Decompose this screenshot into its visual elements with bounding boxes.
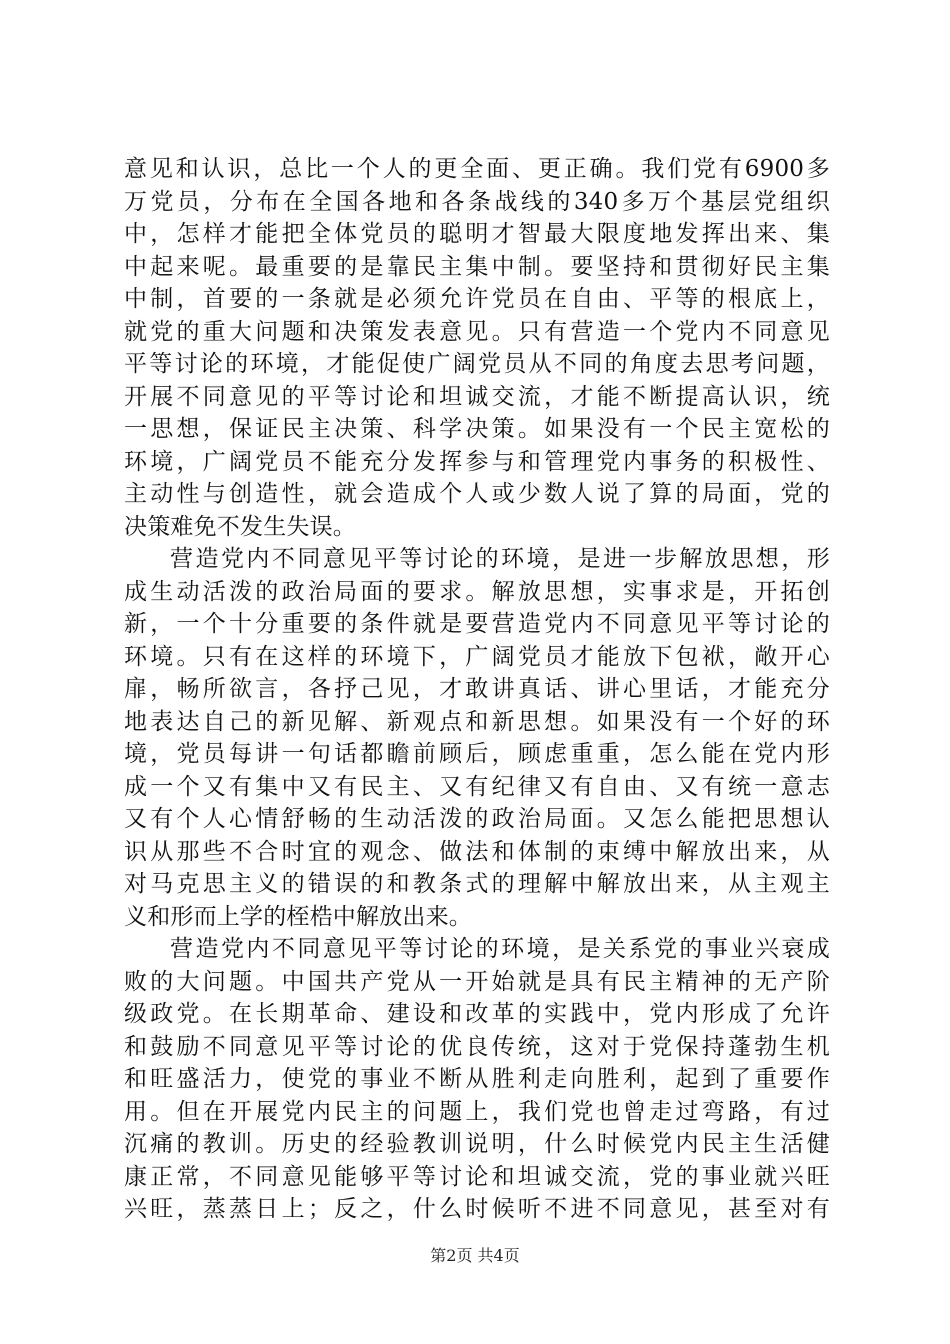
text-line: 又有个人心情舒畅的生动活泼的政治局面。又怎么能把思想认 [124,806,830,832]
text-line: 环境，广阔党员不能充分发挥参与和管理党内事务的积极性、 [124,448,830,475]
text-line: 识从那些不合时宜的观念、做法和体制的束缚中解放出来，从 [124,838,830,865]
page-number-footer: 第2页 共4页 [430,1246,520,1265]
text-line: 沉痛的教训。历史的经验教训说明，什么时候党内民主生活健 [124,1131,830,1157]
text-line: 地表达自己的新见解、新观点和新思想。如果没有一个好的环 [124,708,830,735]
text-line: 义和形而上学的桎梏中解放出来。 [124,903,472,930]
text-line: 扉，畅所欲言，各抒己见，才敢讲真话、讲心里话，才能充分 [124,676,830,702]
text-line: 境，党员每讲一句话都瞻前顾后，顾虑重重，怎么能在党内形 [124,741,830,767]
text-line: 康正常，不同意见能够平等讨论和坦诚交流，党的事业就兴旺 [124,1163,830,1190]
text-line: 开展不同意见的平等讨论和坦诚交流，才能不断提高认识，统 [124,383,830,410]
text-line: 主动性与创造性，就会造成个人或少数人说了算的局面，党的 [124,481,830,507]
text-line: 败的大问题。中国共产党从一开始就是具有民主精神的无产阶 [124,968,830,995]
text-line: 和鼓励不同意见平等讨论的优良传统，这对于党保持蓬勃生机 [124,1033,830,1060]
text-line: 中，怎样才能把全体党员的聪明才智最大限度地发挥出来、集 [124,221,830,247]
body-text [124,153,830,1226]
text-line: 就党的重大问题和决策发表意见。只有营造一个党内不同意见 [124,318,830,345]
paragraph-first-line: 营造党内不同意见平等讨论的环境，是关系党的事业兴衰成 [170,936,830,962]
text-line: 中制，首要的一条就是必须允许党员在自由、平等的根底上， [124,286,830,312]
text-line: 新，一个十分重要的条件就是要营造党内不同意见平等讨论的 [124,611,830,637]
text-line: 意见和认识，总比一个人的更全面、更正确。我们党有6900多 [124,156,830,182]
paragraph-first-line: 营造党内不同意见平等讨论的环境，是进一步解放思想，形 [170,546,830,572]
text-line: 兴旺，蒸蒸日上；反之，什么时候听不进不同意见，甚至对有 [124,1196,830,1222]
text-line: 用。但在开展党内民主的问题上，我们党也曾走过弯路，有过 [124,1098,830,1125]
text-line: 决策难免不发生失误。 [124,513,356,540]
text-line: 环境。只有在这样的环境下，广阔党员才能放下包袱，敞开心 [124,643,830,670]
text-line: 平等讨论的环境，才能促使广阔党员从不同的角度去思考问题， [124,351,830,377]
text-line: 对马克思主义的错误的和教条式的理解中解放出来，从主观主 [124,871,830,897]
text-line: 中起来呢。最重要的是靠民主集中制。要坚持和贯彻好民主集 [124,253,830,280]
text-line: 成生动活泼的政治局面的要求。解放思想，实事求是，开拓创 [124,578,830,605]
text-line: 级政党。在长期革命、建设和改革的实践中，党内形成了允许 [124,1001,830,1027]
text-line: 万党员，分布在全国各地和各条战线的340多万个基层党组织 [124,188,830,215]
text-line: 一思想，保证民主决策、科学决策。如果没有一个民主宽松的 [124,416,830,442]
text-line: 成一个又有集中又有民主、又有纪律又有自由、又有统一意志 [124,773,830,800]
text-line: 和旺盛活力，使党的事业不断从胜利走向胜利，起到了重要作 [124,1066,830,1092]
